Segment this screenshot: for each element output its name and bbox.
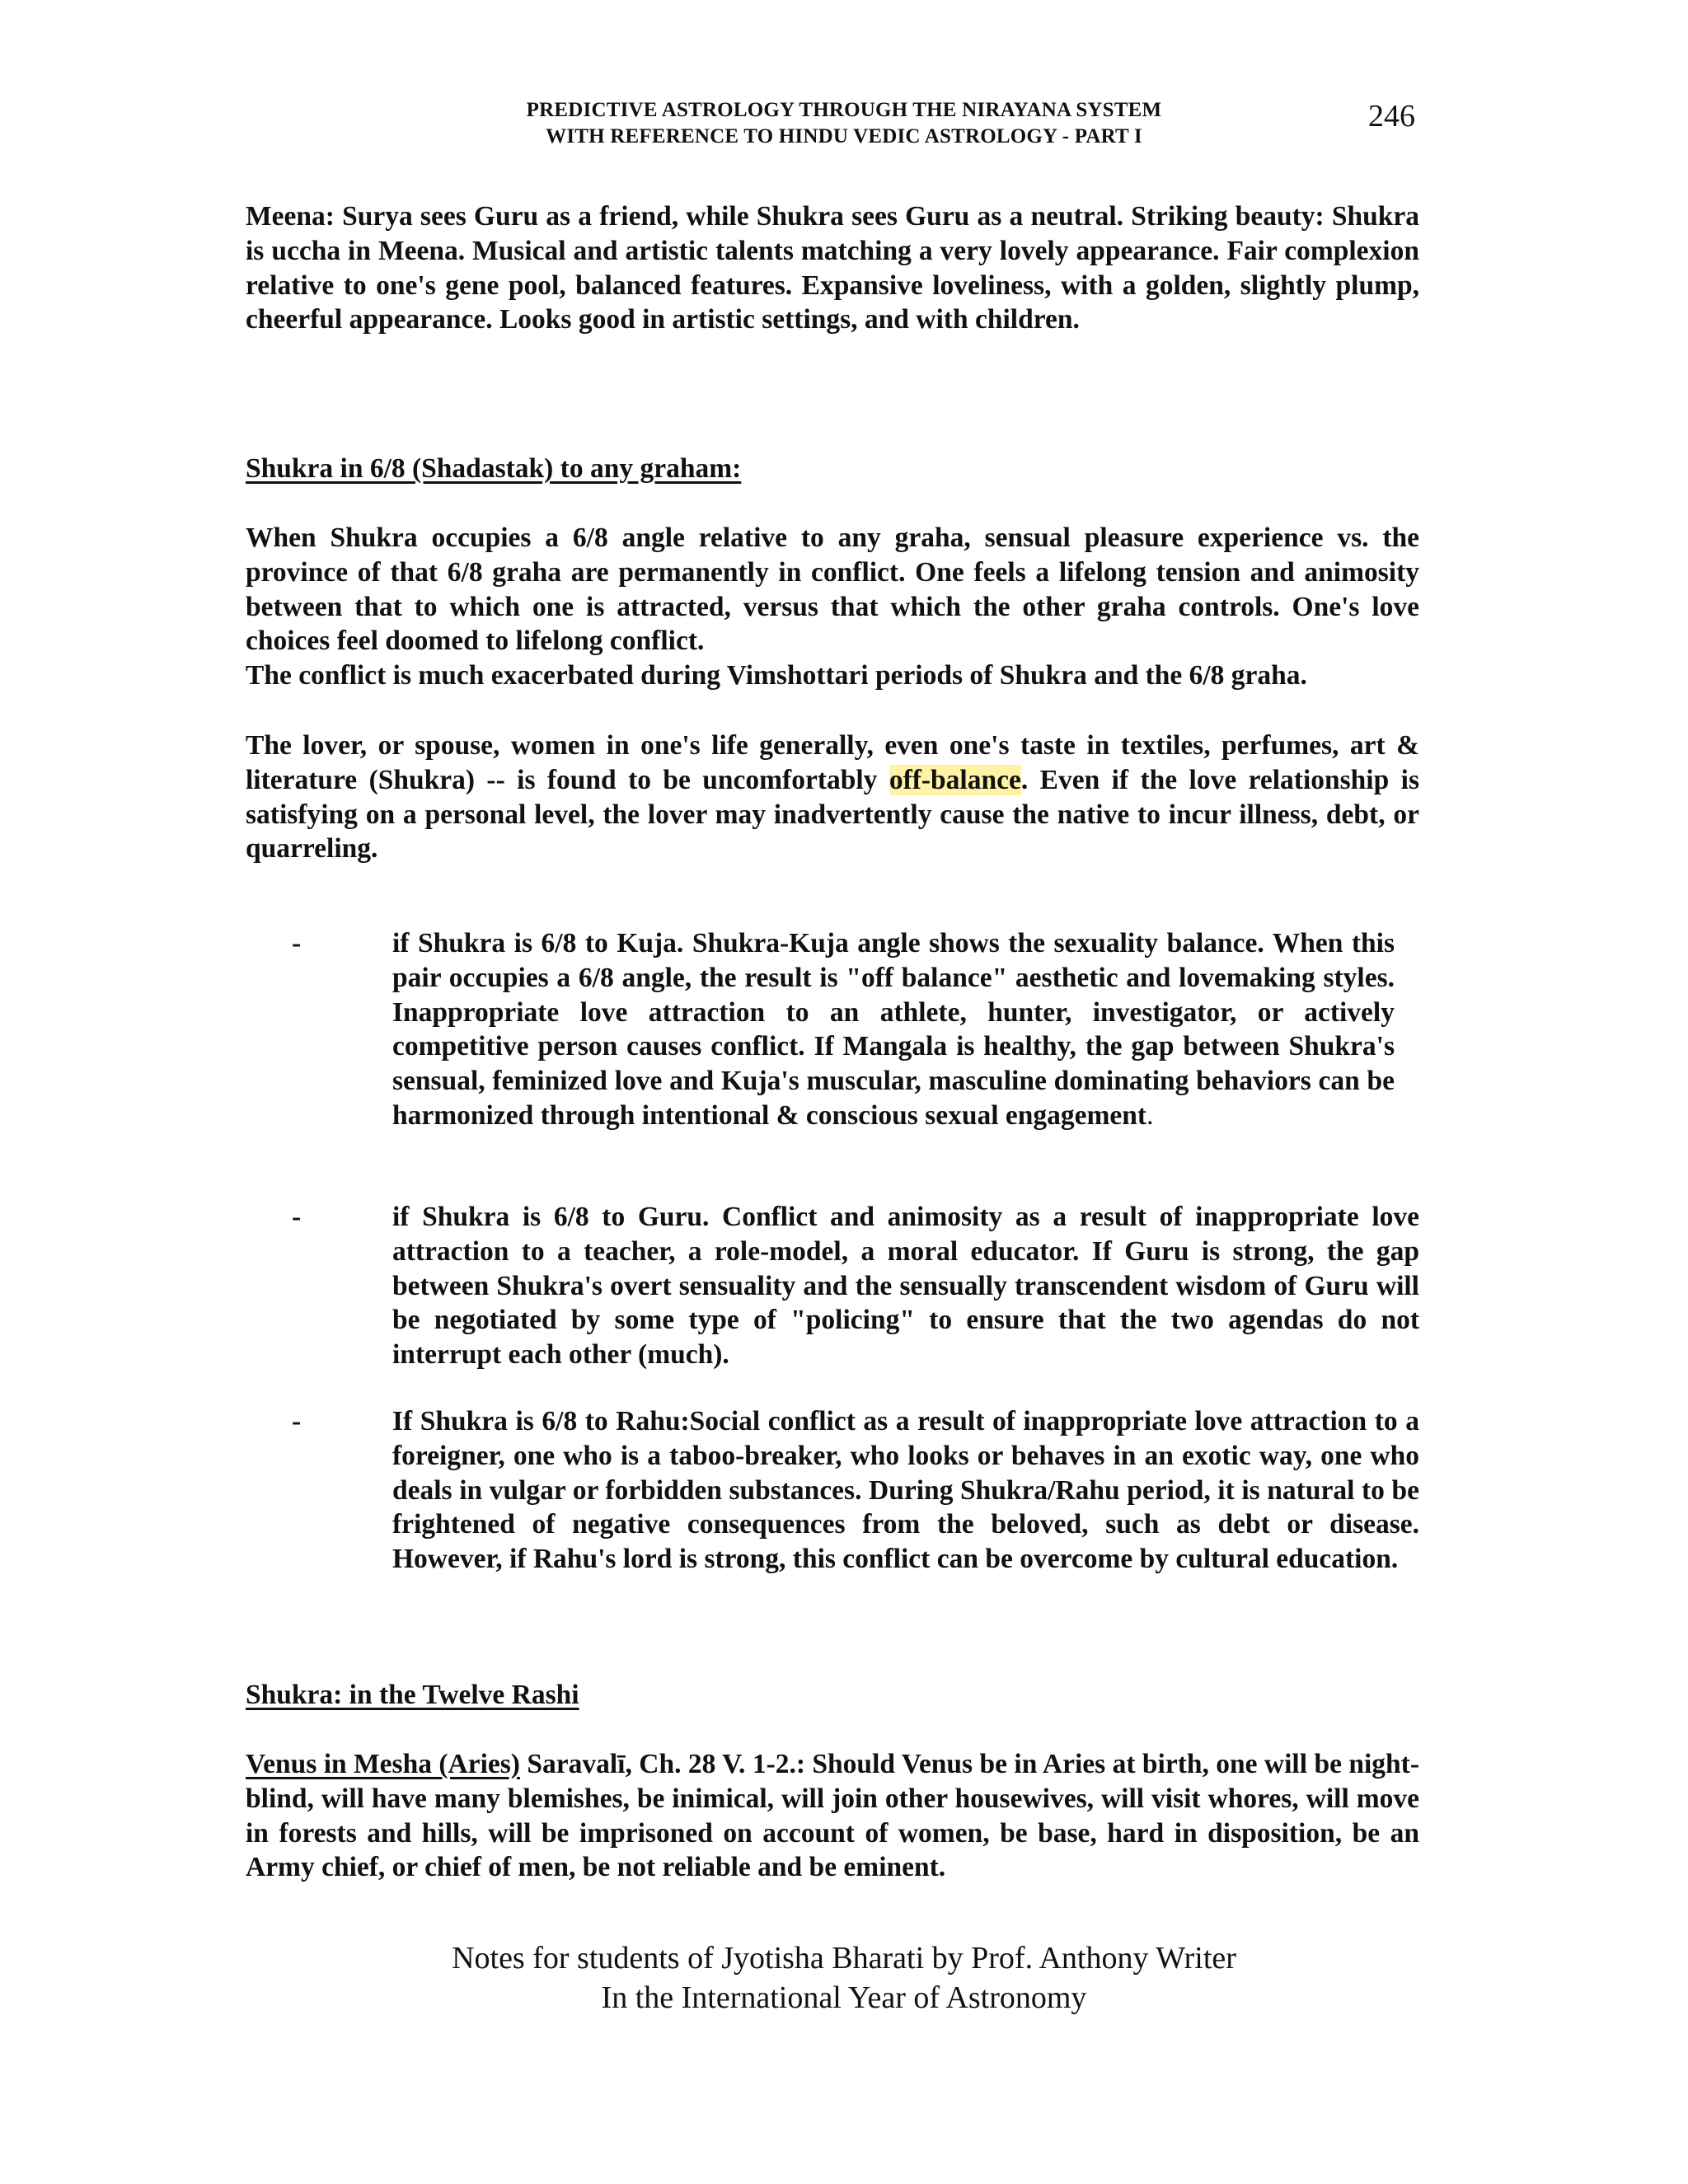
- bullet-rahu: [392, 1404, 1419, 1577]
- page-number: 246: [1368, 99, 1415, 134]
- shadastak-paragraph-1-note: The conflict is much exacerbated during Vimshottari periods of Shukra and the 6/8 graha.: [246, 660, 1307, 691]
- shadastak-paragraph-2: [246, 729, 1419, 866]
- section-heading-twelve-rashi: Shukra: in the Twelve Rashi: [246, 1680, 579, 1710]
- bullet-guru-text: if Shukra is 6/8 to Guru. Conflict and animosity as a result of inappropriate love attraction to a teacher, a role-model, a moral educator. If Guru is strong, the gap between Shukra's overt sensuality and the sensually transcendent wisdom of Guru will be negotiated by some type of "policing" to ensure that the two agendas do not interrupt each other (much).: [392, 1202, 1419, 1371]
- section-heading-shadastak: Shukra in 6/8 (Shadastak) to any graham:: [246, 453, 742, 484]
- bullet-kuja: [392, 926, 1395, 1133]
- running-header: [0, 97, 1688, 150]
- venus-mesha-paragraph: [246, 1747, 1419, 1885]
- bullet-kuja-tail: .: [1146, 1099, 1154, 1131]
- bullet-dash: -: [292, 1202, 302, 1232]
- shadastak-paragraph-1: [246, 521, 1419, 693]
- venus-mesha-label: Venus in Mesha (Aries): [246, 1749, 520, 1779]
- venus-mesha-text: Saravalī, Ch. 28 V. 1-2.: Should Venus be in Aries at birth, one will be night-blind, will have many blemishes, be inimical, will join other housewives, will visit whores, will move in forests and hills, will be imprisoned on account of women, be base, hard in disposition, be an Army chief, or chief of men, be not reliable and be eminent.: [246, 1749, 1419, 1883]
- header-line-1: PREDICTIVE ASTROLOGY THROUGH THE NIRAYANA SYSTEM: [526, 99, 1162, 121]
- para2-after: . Even if the love relationship is satisfying on a personal level, the lover may inadvertently cause the native to incur illness, debt, or quarreling.: [246, 764, 1419, 865]
- bullet-rahu-text: If Shukra is 6/8 to Rahu:Social conflict as a result of inappropriate love attraction to a foreigner, one who is a taboo-breaker, who looks or behaves in an exotic way, one who deals in vulgar or forbidden substances. During Shukra/Rahu period, it is natural to be frightened of negative consequences from the beloved, such as debt or disease. However, if Rahu's lord is strong, this conflict can be overcome by cultural education.: [392, 1406, 1419, 1575]
- bullet-dash: -: [292, 928, 302, 958]
- bullet-kuja-text: if Shukra is 6/8 to Kuja. Shukra-Kuja angle shows the sexuality balance. When this pair occupies a 6/8 angle, the result is "off balance" aesthetic and lovemaking styles. Inappropriate love attraction to an athlete, hunter, investigator, or actively competitive person causes conflict. If Mangala is healthy, the gap between Shukra's sensual, feminized love and Kuja's muscular, masculine dominating behaviors can be harmonized through intentional & conscious sexual engagement: [392, 928, 1395, 1131]
- bullet-guru: [392, 1200, 1419, 1372]
- footer-line-1: Notes for students of Jyotisha Bharati by Prof. Anthony Writer: [452, 1941, 1236, 1975]
- highlighted-term: off-balance: [889, 764, 1021, 795]
- shadastak-paragraph-1-main: When Shukra occupies a 6/8 angle relative to any graha, sensual pleasure experience vs. the province of that 6/8 graha are permanently in conflict. One feels a lifelong tension and animosity between that to which one is attracted, versus that which the other graha controls. One's love choices feel doomed to lifelong conflict.: [246, 523, 1419, 657]
- meena-paragraph: Meena: Surya sees Guru as a friend, while Shukra sees Guru as a neutral. Striking beauty: Shukra is uccha in Meena. Musical and artistic talents matching a very lovely appearance. Fair complexion relative to one's gene pool, balanced features. Expansive loveliness, with a golden, slightly plump, cheerful appearance. Looks good in artistic settings, and with children.: [246, 201, 1419, 335]
- page-footer: [0, 1938, 1688, 2018]
- para2-before: The lover, or spouse, women in one's life generally, even one's taste in textiles, perfumes, art & literature (Shukra) -- is found to be uncomfortably: [246, 730, 1419, 795]
- header-line-2: WITH REFERENCE TO HINDU VEDIC ASTROLOGY - PART I: [546, 125, 1142, 148]
- footer-line-2: In the International Year of Astronomy: [601, 1980, 1087, 2015]
- bullet-dash: -: [292, 1406, 302, 1436]
